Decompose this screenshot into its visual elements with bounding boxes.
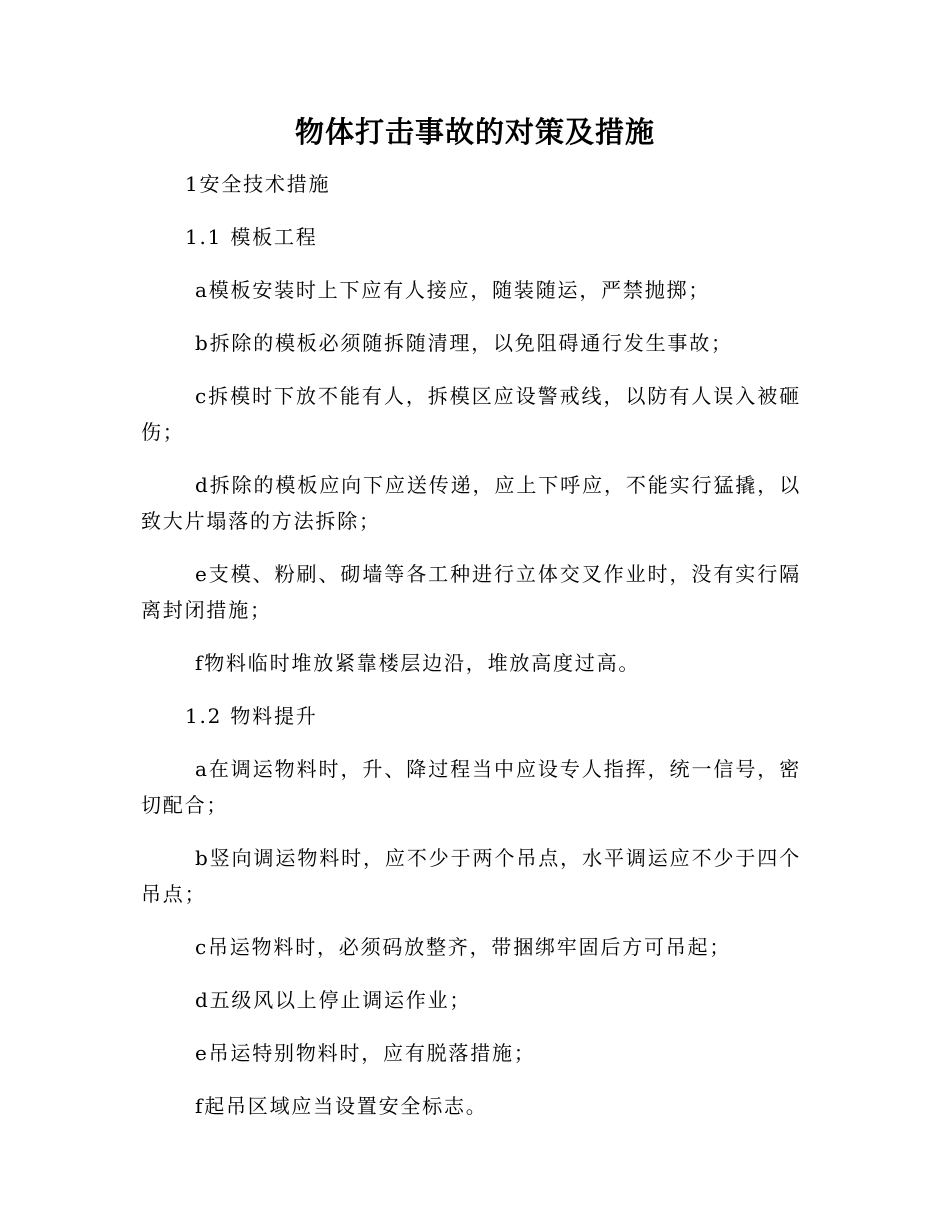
list-item: c吊运物料时，必须码放整齐，带捆绑牢固后方可吊起；	[195, 935, 732, 959]
list-item: f起吊区域应当设置安全标志。	[195, 1094, 488, 1118]
list-item: f物料临时堆放紧靠楼层边沿，堆放高度过高。	[195, 651, 641, 675]
document-body	[141, 166, 801, 1141]
list-item: a在调运物料时，升、降过程当中应设专人指挥，统一信号，密切配合；	[141, 757, 801, 817]
subsection-heading: 1.2 物料提升	[185, 704, 318, 728]
section-heading: 1安全技术措施	[185, 172, 331, 196]
list-item: e吊运特别物料时，应有脱落措施；	[195, 1041, 536, 1065]
list-item: d拆除的模板应向下应送传递，应上下呼应，不能实行猛撬，以致大片塌落的方法拆除；	[141, 473, 801, 533]
list-item: c拆模时下放不能有人，拆模区应设警戒线，以防有人误入被砸伤；	[141, 384, 801, 444]
list-item: e支模、粉刷、砌墙等各工种进行立体交叉作业时，没有实行隔离封闭措施；	[141, 562, 801, 622]
list-item: b拆除的模板必须随拆随清理，以免阻碍通行发生事故；	[195, 331, 733, 355]
subsection-heading: 1.1 模板工程	[185, 225, 318, 249]
list-item: a模板安装时上下应有人接应，随装随运，严禁抛掷；	[195, 278, 711, 302]
document-title: 物体打击事故的对策及措施	[294, 115, 655, 149]
list-item: d五级风以上停止调运作业；	[195, 988, 472, 1012]
list-item: b竖向调运物料时，应不少于两个吊点，水平调运应不少于四个吊点；	[141, 846, 801, 906]
